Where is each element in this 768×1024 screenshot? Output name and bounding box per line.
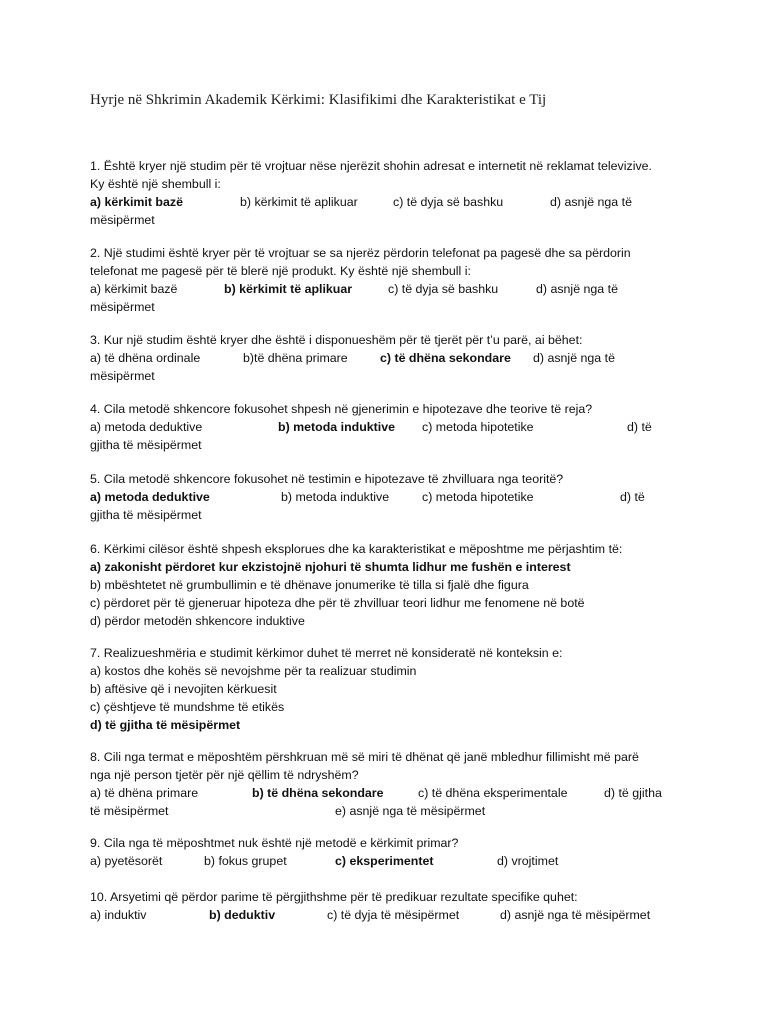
option-a: a) metoda deduktive	[90, 490, 210, 504]
option-c: c) të dyja së bashku	[388, 282, 499, 296]
question-10	[90, 888, 690, 924]
option-b: b) kërkimit të aplikuar	[240, 195, 358, 209]
option-c: c) metoda hipotetike	[422, 490, 534, 504]
question-6	[90, 540, 690, 630]
option-c: c) të dhëna eksperimentale	[418, 786, 568, 800]
document-title: Hyrje në Shkrimin Akademik Kërkimi: Klasifikimi dhe Karakteristikat e Tij	[90, 92, 547, 108]
option-a: a) kërkimit bazë	[90, 282, 178, 296]
option-b: b) mbështetet në grumbullimin e të dhënave jonumerike të tilla si fjalë dhe figura	[90, 578, 529, 592]
options-row	[90, 193, 690, 211]
option-d: d) të	[620, 490, 645, 504]
question-text: 5. Cila metodë shkencore fokusohet në testimin e hipotezave të zhvilluara nga teoritë?	[90, 472, 564, 486]
question-2	[90, 244, 690, 316]
option-c: c) eksperimentet	[335, 854, 434, 868]
option-a: a) të dhëna ordinale	[90, 351, 201, 365]
question-5	[90, 470, 690, 524]
question-text: 9. Cila nga të mëposhtmet nuk është një metodë e kërkimit primar?	[90, 836, 459, 850]
question-text: 3. Kur një studim është kryer dhe është i disponueshëm për të tjerët për t’u parë, ai bëhet:	[90, 333, 583, 347]
option-a: a) kërkimit bazë	[90, 195, 183, 209]
question-text: 2. Një studimi është kryer për të vrojtuar se sa njerëz përdorin telefonat pa pagesë dhe sa përdorin	[90, 246, 631, 260]
question-text: 4. Cila metodë shkencore fokusohet shpesh në gjenerimin e hipotezave dhe teorive të reja?	[90, 402, 593, 416]
option-b: b)të dhëna primare	[243, 351, 348, 365]
option-d-continued: të mësipërmet	[90, 804, 169, 818]
option-b: b) metoda induktive	[281, 490, 390, 504]
question-3	[90, 331, 690, 385]
option-d: d) asnjë nga të	[533, 351, 615, 365]
option-b: b) aftësive që i nevojiten kërkuesit	[90, 682, 277, 696]
option-c: c) çështjeve të mundshme të etikës	[90, 700, 285, 714]
question-text: Ky është një shembull i:	[90, 177, 221, 191]
option-d-continued: mësipërmet	[90, 213, 155, 227]
question-1	[90, 157, 690, 229]
option-d: d) të	[627, 420, 652, 434]
question-text: telefonat me pagesë për të blerë një produkt. Ky është një shembull i:	[90, 264, 471, 278]
option-b: b) metoda induktive	[278, 420, 396, 434]
option-a: a) pyetësorët	[90, 854, 163, 868]
option-d: d) përdor metodën shkencore induktive	[90, 614, 305, 628]
question-7	[90, 644, 690, 734]
option-d: d) asnjë nga të	[536, 282, 618, 296]
options-row	[90, 784, 690, 802]
option-c: c) përdoret për të gjeneruar hipoteza dhe për të zhvilluar teori lidhur me fenomene në botë	[90, 596, 585, 610]
option-d-continued: gjitha të mësipërmet	[90, 508, 202, 522]
option-a: a) zakonisht përdoret kur ekzistojnë njohuri të shumta lidhur me fushën e interest	[90, 560, 571, 574]
option-a: a) induktiv	[90, 908, 147, 922]
options-row	[90, 488, 690, 506]
question-4	[90, 400, 690, 454]
question-text: 7. Realizueshmëria e studimit kërkimor duhet të merret në konsideratë në konteksin e:	[90, 646, 563, 660]
option-c: c) të dyja së bashku	[393, 195, 504, 209]
option-d: d) të gjitha	[604, 786, 662, 800]
option-d-continued: mësipërmet	[90, 300, 155, 314]
option-b: b) deduktiv	[209, 908, 276, 922]
question-text: 6. Kërkimi cilësor është shpesh eksplorues dhe ka karakteristikat e mëposhtme me përjashtim të:	[90, 542, 623, 556]
option-b: b) kërkimit të aplikuar	[224, 282, 353, 296]
options-row	[90, 349, 690, 367]
options-row	[90, 852, 690, 870]
question-text: nga një person tjetër për një qëllim të ndryshëm?	[90, 768, 359, 782]
option-d: d) asnjë nga të mësipërmet	[500, 908, 651, 922]
option-a: a) të dhëna primare	[90, 786, 199, 800]
option-b: b) fokus grupet	[204, 854, 287, 868]
options-row	[90, 418, 690, 436]
option-c: c) të dyja të mësipërmet	[327, 908, 460, 922]
option-c: c) të dhëna sekondare	[380, 351, 511, 365]
option-b: b) të dhëna sekondare	[252, 786, 384, 800]
option-d: d) të gjitha të mësipërmet	[90, 718, 241, 732]
option-d: d) asnjë nga të	[550, 195, 632, 209]
question-text: 10. Arsyetimi që përdor parime të përgjithshme për të predikuar rezultate specifike quhet:	[90, 890, 578, 904]
options-row	[90, 802, 690, 820]
option-d-continued: gjitha të mësipërmet	[90, 438, 202, 452]
option-a: a) metoda deduktive	[90, 420, 203, 434]
option-c: c) metoda hipotetike	[422, 420, 534, 434]
option-d: d) vrojtimet	[497, 854, 559, 868]
question-8	[90, 748, 690, 820]
options-row	[90, 280, 690, 298]
option-e: e) asnjë nga të mësipërmet	[335, 804, 486, 818]
question-text: 1. Është kryer një studim për të vrojtuar nëse njerëzit shohin adresat e internetit në reklamat televizive.	[90, 159, 652, 173]
question-9	[90, 834, 690, 870]
question-text: 8. Cili nga termat e mëposhtëm përshkruan më së miri të dhënat që janë mbledhur fillimisht më parë	[90, 750, 639, 764]
option-a: a) kostos dhe kohës së nevojshme për ta realizuar studimin	[90, 664, 417, 678]
option-d-continued: mësipërmet	[90, 369, 155, 383]
options-row	[90, 906, 690, 924]
